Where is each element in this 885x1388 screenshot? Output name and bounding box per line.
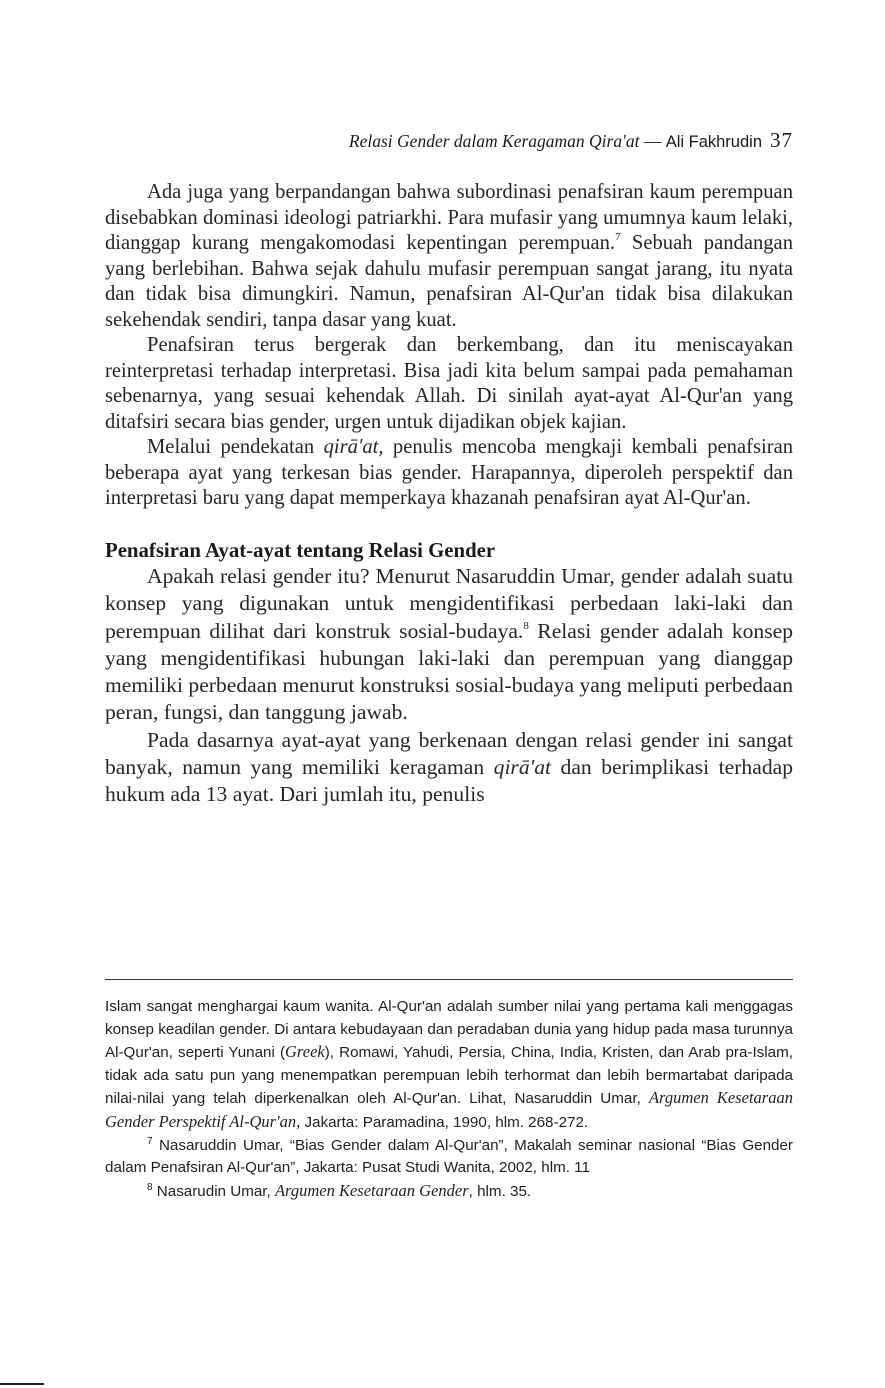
section-body bbox=[105, 563, 793, 809]
footnote-continued-b: ), Romawi, Yahudi, Persia, China, India, Kristen, dan Arab pra-Islam, tidak ada satu pun yang menempatkan perempuan lebih terhormat dan lebih bermartabat daripada nilai-nilai yang telah diperkenalkan oleh Al-Qur'an. Lihat, Nasaruddin Umar, bbox=[105, 1044, 793, 1108]
paragraph-3 bbox=[105, 435, 793, 512]
paragraph-5-a: Pada dasarnya ayat-ayat yang berkenaan dengan relasi gender ini sangat banyak, namun yang memiliki keragaman bbox=[105, 727, 793, 780]
paragraph-2: Penafsiran terus bergerak dan berkembang, dan itu meniscayakan reinterpretasi terhadap interpretasi. Bisa jadi kita belum sampai pada pemahaman sebenarnya, yang sesuai kehendak Allah. Di sinilah ayat-ayat Al-Qur'an yang ditafsiri secara bias gender, urgen untuk dijadikan objek kajian. bbox=[105, 334, 793, 433]
main-text bbox=[105, 180, 793, 809]
footnote-ref-8[interactable]: 8 bbox=[523, 619, 529, 632]
footnote-8 bbox=[105, 1180, 793, 1204]
paragraph-1-rest: Sebuah pandangan yang berlebihan. Bahwa sejak dahulu mufasir perempuan sangat jarang, itu nyata dan tidak bisa dimungkiri. Namun, penafsiran Al-Qur'an tidak bisa dilakukan sekehendak sendiri, tanpa dasar yang kuat. bbox=[105, 232, 793, 331]
term-qiraat-2: qirā'at bbox=[493, 755, 552, 780]
footnote-continued-c: Jakarta: Paramadina, 1990, hlm. 268-272. bbox=[300, 1113, 589, 1131]
footnote-divider bbox=[105, 979, 793, 980]
page-edge-mark bbox=[0, 1383, 44, 1385]
footnote-book-title: Argumen Kesetaraan Gender Perspektif Al-Qur'an, bbox=[105, 1088, 793, 1131]
paragraph-5-b: dan berimplikasi terhadap hukum ada 13 ayat. Dari jumlah itu, penulis bbox=[105, 755, 793, 807]
term-qiraat: qirā'at, bbox=[323, 436, 384, 458]
footnote-8-book: Argumen Kesetaraan Gender bbox=[274, 1180, 469, 1200]
footnote-7 bbox=[105, 1135, 793, 1180]
paragraph-1-text: Ada juga yang berpandangan bahwa subordinasi penafsiran kaum perempuan disebabkan dominasi ideologi patriarkhi. Para mufasir yang umumnya kaum lelaki, dianggap kurang mengakomodasi kepentingan perempuan. bbox=[105, 181, 793, 254]
paragraph-3-b: penulis mencoba mengkaji kembali penafsiran beberapa ayat yang terkesan bias gender. Harapannya, diperoleh perspektif dan interpretasi baru yang dapat memperkaya khazanah penafsiran ayat Al-Qur'an. bbox=[105, 436, 794, 509]
footnote-8-a: Nasarudin Umar, bbox=[152, 1182, 275, 1200]
running-header bbox=[105, 126, 793, 156]
paragraph-4 bbox=[105, 563, 793, 727]
paragraph-5 bbox=[105, 727, 793, 809]
header-separator: — bbox=[639, 131, 666, 151]
footnote-greek: Greek bbox=[285, 1042, 325, 1062]
header-title: Relasi Gender dalam Keragaman Qira'at bbox=[348, 131, 640, 151]
footnote-8-number: 8 bbox=[147, 1181, 153, 1193]
footnote-continued-a: Islam sangat menghargai kaum wanita. Al-Qur'an adalah sumber nilai yang pertama kali menggagas konsep keadilan gender. Di antara kebudayaan dan peradaban dunia yang hidup pada masa turunnya Al-Qur'an, seperti Yunani ( bbox=[105, 998, 793, 1062]
footnote-7-number: 7 bbox=[147, 1135, 153, 1147]
paragraph-4-rest: Relasi gender adalah konsep yang mengidentifikasi hubungan laki-laki dan perempuan yang dianggap memiliki perbedaan menurut konstruksi sosial-budaya yang meliputi perbedaan peran, fungsi, dan tanggung jawab. bbox=[105, 618, 794, 725]
page-number: 37 bbox=[770, 128, 793, 152]
paragraph-4-text: Apakah relasi gender itu? Menurut Nasaruddin Umar, gender adalah suatu konsep yang digunakan untuk mengidentifikasi perbedaan laki-laki dan perempuan dilihat dari konstruk sosial-budaya. bbox=[105, 564, 793, 643]
book-page bbox=[105, 0, 793, 1388]
footnote-7-text: Nasaruddin Umar, “Bias Gender dalam Al-Qur'an”, Makalah seminar nasional “Bias Gender dalam Penafsiran Al-Qur'an”, Jakarta: Pusat Studi Wanita, 2002, hlm. 11 bbox=[105, 1136, 793, 1177]
paragraph-3-a: Melalui pendekatan bbox=[147, 436, 324, 458]
header-author: Ali Fakhrudin bbox=[665, 133, 762, 151]
section-heading: Penafsiran Ayat-ayat tentang Relasi Gender bbox=[105, 538, 496, 562]
footnote-ref-7[interactable]: 7 bbox=[615, 231, 621, 243]
footnote-8-b: , hlm. 35. bbox=[468, 1182, 532, 1200]
footnotes bbox=[105, 996, 793, 1203]
footnote-continued bbox=[105, 996, 793, 1135]
paragraph-1 bbox=[105, 180, 793, 333]
